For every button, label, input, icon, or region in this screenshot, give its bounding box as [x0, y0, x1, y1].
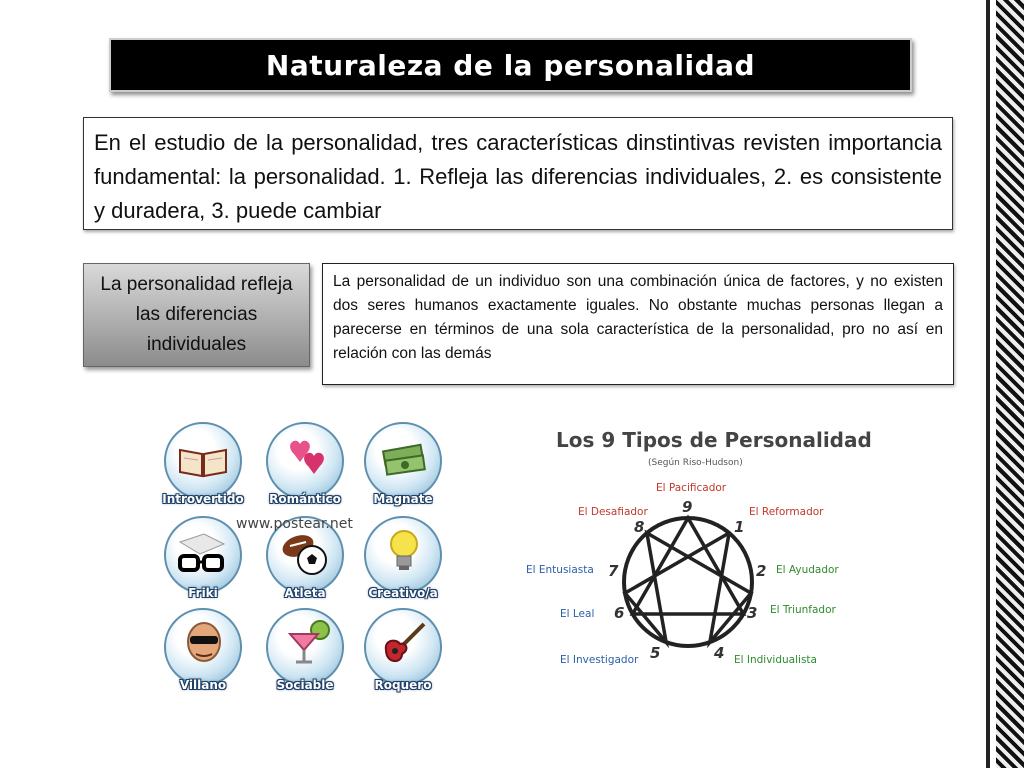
personality-icons-image — [160, 422, 450, 697]
watermark-text: www.postear.net — [236, 516, 353, 532]
lightbulb-icon — [386, 528, 422, 576]
cocktail-icon — [282, 618, 332, 668]
icon-label: Sociable — [276, 678, 334, 692]
icon-label: Magnate — [373, 492, 433, 506]
type-label: El Ayudador — [776, 564, 839, 576]
type-number: 7 — [608, 562, 619, 580]
guitar-icon — [380, 620, 430, 668]
icon-label: Creativo/a — [368, 586, 438, 600]
icon-label: Villano — [179, 678, 227, 692]
icon-label: Atleta — [284, 586, 326, 600]
icon-cell-roquero — [360, 608, 446, 694]
slide-title: Naturaleza de la personalidad — [265, 48, 756, 82]
intro-text-box: En el estudio de la personalidad, tres características dinstintivas revisten importancia fundamental: la personalidad. 1. Refleja las diferencias individuales, 2. es consistente y duradera, 3. puede cambiar — [83, 117, 953, 230]
decorative-edge-strip — [986, 0, 1024, 768]
type-number: 9 — [682, 498, 693, 516]
icon-cell-friki — [160, 516, 246, 602]
type-label: El Leal — [560, 608, 595, 620]
money-icon — [380, 440, 428, 480]
icon-cell-sociable — [262, 608, 348, 694]
glasses-icon — [174, 532, 230, 576]
balls-icon — [278, 530, 332, 576]
icon-label: Friki — [188, 586, 218, 600]
icon-label: Introvertido — [162, 492, 244, 506]
type-number: 8 — [634, 518, 645, 536]
enneagram-title: Los 9 Tipos de Personalidad — [556, 428, 872, 452]
type-label: El Entusiasta — [526, 564, 594, 576]
type-label: El Triunfador — [770, 604, 836, 616]
icon-label: Roquero — [374, 678, 432, 692]
type-number: 3 — [747, 604, 758, 622]
slide-title-bar — [109, 38, 912, 92]
type-number: 5 — [650, 644, 661, 662]
icon-cell-introvertido — [160, 422, 246, 508]
type-number: 2 — [756, 562, 767, 580]
type-label: El Investigador — [560, 654, 639, 666]
description-box: La personalidad de un individuo son una combinación única de factores, y no existen dos seres humanos exactamente iguales. No obstante muchas personas llegan a parecerse en términos de una sola característica de la personalidad, pro no así en relación con las demás — [322, 263, 954, 385]
type-label: El Individualista — [734, 654, 817, 666]
hearts-icon — [282, 436, 330, 480]
type-number: 4 — [714, 644, 725, 662]
icon-cell-creativo — [360, 516, 446, 602]
type-label: El Pacificador — [656, 482, 727, 494]
villain-icon — [182, 620, 226, 670]
type-number: 1 — [734, 518, 745, 536]
icon-cell-romantico — [262, 422, 348, 508]
type-number: 6 — [614, 604, 625, 622]
icon-label: Romántico — [269, 492, 341, 506]
type-label: El Desafiador — [578, 506, 648, 518]
type-label: El Reformador — [749, 506, 824, 518]
enneagram-figure — [624, 518, 752, 646]
enneagram-subtitle: (Según Riso-Hudson) — [648, 458, 743, 468]
icon-cell-villano — [160, 608, 246, 694]
highlight-box: La personalidad refleja las diferencias individuales — [83, 263, 310, 367]
icon-cell-magnate — [360, 422, 446, 508]
book-icon — [178, 444, 228, 478]
